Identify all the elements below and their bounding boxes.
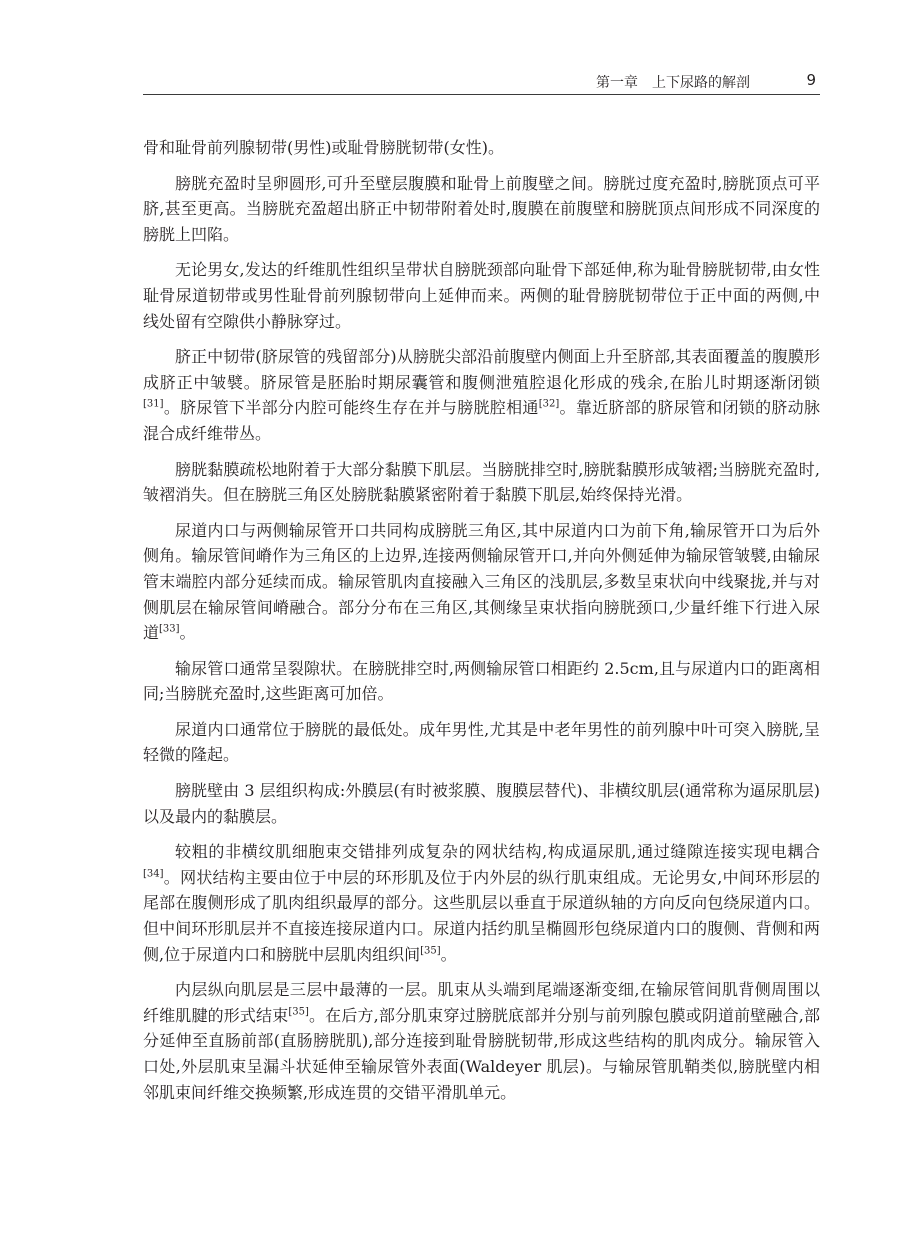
citation-ref: [32] bbox=[538, 399, 560, 411]
text-run: 骨和耻骨前列腺韧带(男性)或耻骨膀胱韧带(女性)。 bbox=[143, 138, 504, 157]
chapter-title: 第一章 上下尿路的解剖 bbox=[596, 75, 750, 91]
paragraph bbox=[143, 656, 820, 707]
text-run: 膀胱黏膜疏松地附着于大部分黏膜下肌层。当膀胱排空时,膀胱黏膜形成皱褶;当膀胱充盈时,皱褶消失。但在膀胱三角区处膀胱黏膜紧密附着于黏膜下肌层,始终保持光滑。 bbox=[143, 459, 820, 505]
citation-ref: [31] bbox=[143, 399, 164, 411]
paragraph bbox=[143, 457, 820, 508]
text-run: 。网状结构主要由位于中层的环形肌及位于内外层的纵行肌束组成。无论男女,中间环形层的尾部在腹侧形成了肌肉组织最厚的部分。这些肌层以垂直于尿道纵轴的方向反向包绕尿道内口。但中间环形肌层并不直接连接尿道内口。尿道内括约肌呈椭圆形包绕尿道内口的腹侧、背侧和两侧,位于尿道内口和膀胱中层肌肉组织间 bbox=[143, 867, 820, 964]
text-run: 输尿管口通常呈裂隙状。在膀胱排空时,两侧输尿管口相距约 2.5cm,且与尿道内口的距离相同;当膀胱充盈时,这些距离可加倍。 bbox=[143, 658, 820, 704]
citation-ref: [34] bbox=[143, 868, 164, 880]
text-run: 脐正中韧带(脐尿管的残留部分)从膀胱尖部沿前腹壁内侧面上升至脐部,其表面覆盖的腹膜形成脐正中皱襞。脐尿管是胚胎时期尿囊管和腹侧泄殖腔退化形成的残余,在胎儿时期逐渐闭锁 bbox=[143, 347, 820, 392]
citation-ref: [33] bbox=[159, 623, 180, 635]
page-number: 9 bbox=[806, 71, 816, 89]
text-run: 较粗的非横纹肌细胞束交错排列成复杂的网状结构,构成逼尿肌,通过缝隙连接实现电耦合 bbox=[175, 842, 820, 862]
paragraph bbox=[143, 518, 820, 646]
citation-ref: [35] bbox=[288, 1006, 309, 1018]
paragraph bbox=[143, 344, 820, 446]
citation-ref: [35] bbox=[420, 945, 441, 957]
text-run: 尿道内口通常位于膀胱的最低处。成年男性,尤其是中老年男性的前列腺中叶可突入膀胱,呈轻微的隆起。 bbox=[143, 719, 820, 765]
text-run: 。 bbox=[440, 944, 457, 964]
text-run: 膀胱壁由 3 层组织构成:外膜层(有时被浆膜、腹膜层替代)、非横纹肌层(通常称为逼尿肌层)以及最内的黏膜层。 bbox=[143, 781, 820, 826]
paragraph bbox=[143, 257, 820, 334]
paragraph bbox=[143, 171, 820, 248]
text-run: 。在后方,部分肌束穿过膀胱底部并分别与前列腺包膜或阴道前壁融合,部分延伸至直肠前部(直肠膀胱肌),部分连接到耻骨膀胱韧带,形成这些结构的肌肉成分。输尿管入口处,外层肌束呈漏斗状延伸至输尿管外表面(Waldeyer 肌层)。与输尿管肌鞘类似,膀胱壁内相邻肌束间纤维交换频繁,形成连贯的交错平滑肌单元。 bbox=[143, 1005, 820, 1102]
body-text bbox=[143, 135, 820, 1105]
text-run: 。 bbox=[179, 623, 196, 643]
running-header bbox=[143, 64, 820, 95]
paragraph bbox=[143, 839, 820, 967]
paragraph bbox=[143, 778, 820, 829]
text-run: 膀胱充盈时呈卵圆形,可升至壁层腹膜和耻骨上前腹壁之间。膀胱过度充盈时,膀胱顶点可平脐,甚至更高。当膀胱充盈超出脐正中韧带附着处时,腹膜在前腹壁和膀胱顶点间形成不同深度的膀胱上凹陷。 bbox=[143, 173, 820, 244]
text-run: 。脐尿管下半部分内腔可能终生存在并与膀胱腔相通 bbox=[163, 398, 539, 418]
paragraph bbox=[143, 977, 820, 1105]
text-run: 。靠近脐部的脐尿管和闭锁的脐动脉混合成纤维带丛。 bbox=[143, 398, 820, 443]
paragraph bbox=[143, 135, 820, 161]
text-run: 无论男女,发达的纤维肌性组织呈带状自膀胱颈部向耻骨下部延伸,称为耻骨膀胱韧带,由女性耻骨尿道韧带或男性耻骨前列腺韧带向上延伸而来。两侧的耻骨膀胱韧带位于正中面的两侧,中线处留有空隙供小静脉穿过。 bbox=[143, 260, 820, 331]
text-run: 内层纵向肌层是三层中最薄的一层。肌束从头端到尾端逐渐变细,在输尿管间肌背侧周围以纤维肌腱的形式结束 bbox=[143, 980, 820, 1025]
paragraph bbox=[143, 717, 820, 768]
text-run: 尿道内口与两侧输尿管开口共同构成膀胱三角区,其中尿道内口为前下角,输尿管开口为后外侧角。输尿管间嵴作为三角区的上边界,连接两侧输尿管开口,并向外侧延伸为输尿管皱襞,由输尿管末端腔内部分延续而成。输尿管肌肉直接融入三角区的浅肌层,多数呈束状向中线聚拢,并与对侧肌层在输尿管间嵴融合。部分分布在三角区,其侧缘呈束状指向膀胱颈口,少量纤维下行进入尿道 bbox=[143, 520, 820, 643]
